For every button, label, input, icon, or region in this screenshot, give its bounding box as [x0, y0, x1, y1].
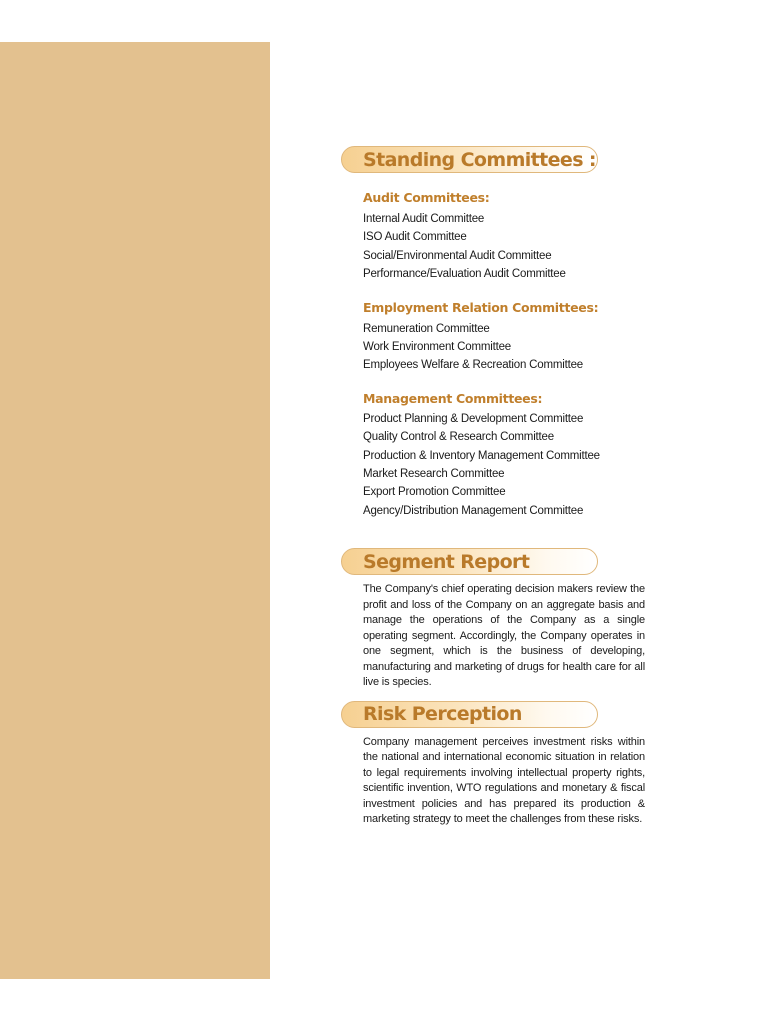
segment-report-text: The Company's chief operating decision makers review the profit and loss of the Company on an aggregate basis and manage the operations of the Company as a single operating segment. Accordingly, the Company operates in one segment, which is the business of developing, manufacturing and marketing of drugs for health care for all live is species.	[363, 583, 645, 689]
audit-committees-list	[363, 210, 646, 284]
management-committees-list	[363, 410, 646, 520]
list-item: ISO Audit Committee	[363, 231, 467, 244]
list-item: Agency/Distribution Management Committee	[363, 504, 584, 517]
management-committees-heading: Management Committees:	[363, 390, 543, 406]
segment-report-title: Segment Report	[363, 550, 530, 573]
segment-report-header	[341, 548, 598, 575]
list-item: Market Research Committee	[363, 468, 505, 481]
standing-committees-title: Standing Committees :	[363, 148, 596, 171]
risk-perception-title: Risk Perception	[363, 703, 522, 726]
list-item: Work Environment Committee	[363, 341, 511, 354]
audit-committees-heading: Audit Committees:	[363, 190, 490, 205]
list-item: Export Promotion Committee	[363, 486, 506, 499]
page-content	[341, 146, 646, 828]
list-item: Production & Inventory Management Committee	[363, 449, 600, 462]
employment-committees-heading: Employment Relation Committees:	[363, 299, 599, 315]
side-color-panel	[0, 42, 270, 979]
list-item: Remuneration Committee	[363, 322, 490, 335]
list-item: Performance/Evaluation Audit Committee	[363, 268, 566, 281]
management-committees-section	[341, 391, 646, 520]
list-item: Product Planning & Development Committee	[363, 412, 584, 425]
list-item: Employees Welfare & Recreation Committee	[363, 359, 583, 372]
list-item: Quality Control & Research Committee	[363, 431, 554, 444]
employment-committees-section	[341, 300, 646, 375]
standing-committees-header	[341, 146, 598, 173]
risk-perception-text: Company management perceives investment risks within the national and international economic situation in relation to legal requirements involving intellectual property rights, scientific invention, WTO regulations and monetary & fiscal investment policies and has prepared its production & marketing strategy to meet the challenges from these risks.	[363, 735, 645, 826]
risk-perception-header	[341, 701, 598, 728]
employment-committees-list	[363, 320, 646, 375]
audit-committees-section	[341, 190, 646, 284]
list-item: Internal Audit Committee	[363, 213, 485, 225]
list-item: Social/Environmental Audit Committee	[363, 249, 552, 262]
